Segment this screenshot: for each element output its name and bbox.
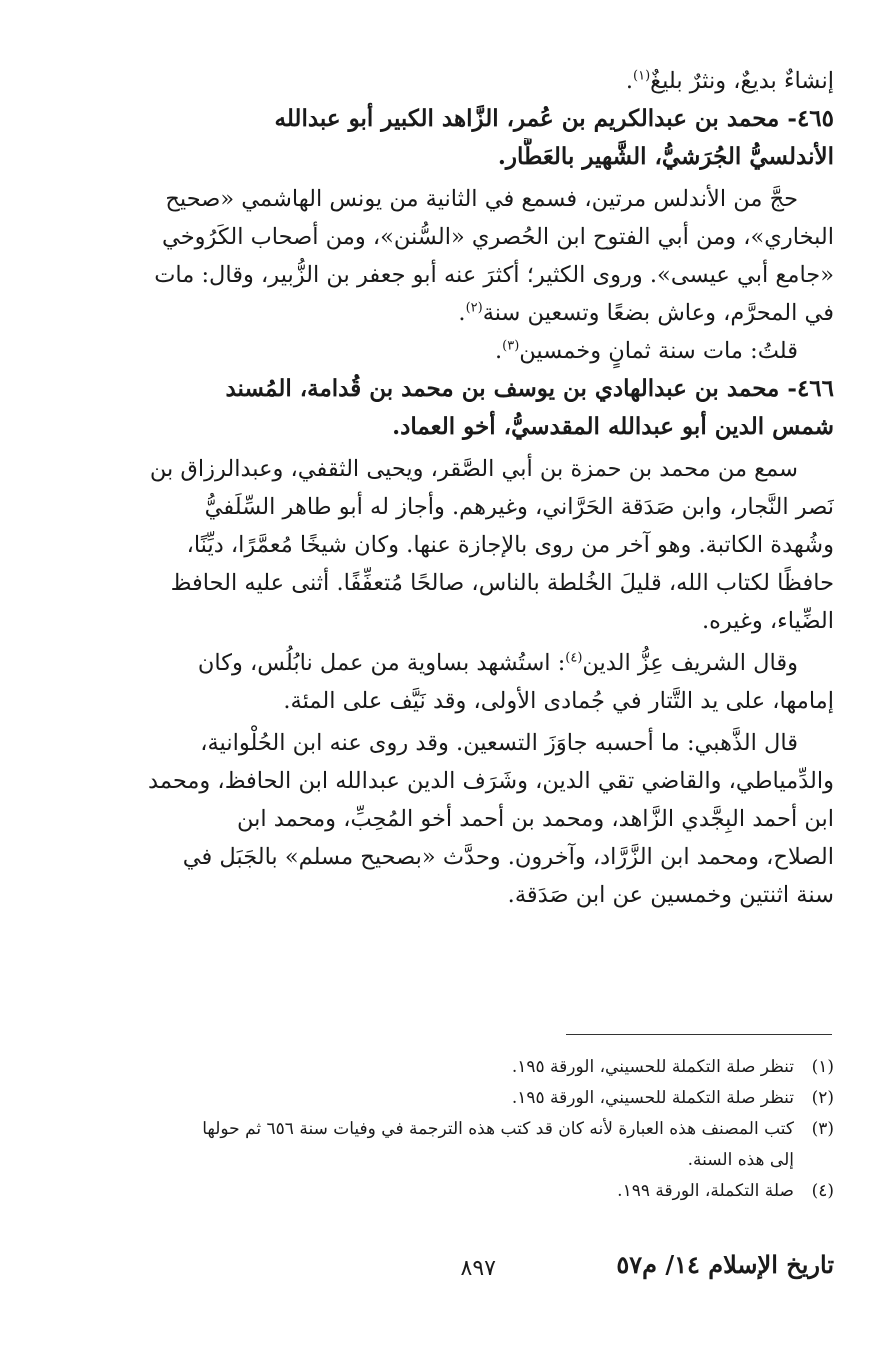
- main-text: [40, 62, 834, 914]
- text-line: سمع من محمد بن حمزة بن أبي الصَّقر، ويحيى الثقفي، وعبدالرزاق بن: [149, 456, 798, 482]
- footnote-ref[interactable]: (٣): [502, 338, 520, 354]
- text-line: ابن أحمد البِجَّدي الزَّاهد، ومحمد بن أحمد أخو المُحِبِّ، ومحمد ابن: [237, 806, 834, 832]
- footnotes: [40, 1052, 834, 1207]
- text-line: في المحرَّم، وعاش بضعًا وتسعين سنة$^{(٢)}$.: [458, 300, 834, 326]
- page-footer: [40, 1250, 834, 1290]
- text-line: حجَّ من الأندلس مرتين، فسمع في الثانية من يونس الهاشمي «صحيح: [165, 186, 798, 212]
- page-number: ٨٩٧: [460, 1256, 496, 1281]
- text-line: حافظًا لكتاب الله، قليلَ الخُلطة بالناس، صالحًا مُتعفِّفًا. أثنى عليه الحافظ: [170, 570, 834, 596]
- text-line: سنة اثنتين وخمسين عن ابن صَدَقة.: [507, 882, 834, 908]
- text-line: نَصر النَّجار، وابن صَدَقة الحَرَّاني، وغيرهم. وأجاز له أبو طاهر السِّلَفيُّ: [204, 494, 834, 520]
- footnote-ref[interactable]: (٢): [465, 300, 483, 316]
- footnote-number: (١): [811, 1057, 834, 1077]
- entry-heading: ٤٦٥- محمد بن عبدالكريم بن عُمر، الزَّاهد الكبير أبو عبدالله: [274, 105, 834, 132]
- footnote-number: (٢): [811, 1088, 834, 1108]
- footnote-divider: [566, 1034, 832, 1035]
- text-line: إمامها، على يد التَّتار في جُمادى الأولى، وقد نَيَّف على المئة.: [283, 688, 834, 714]
- text-line: وشُهدة الكاتبة. وهو آخر من روى بالإجازة عنها. وكان شيخًا مُعمَّرًا، ديِّنًا،: [186, 532, 834, 558]
- running-head: تاريخ الإسلام ١٤/ م٥٧: [616, 1250, 834, 1279]
- text-line: الضِّياء، وغيره.: [701, 608, 834, 634]
- footnote: (٤)صلة التكملة، الورقة ١٩٩.: [40, 1176, 834, 1207]
- entry-heading: شمس الدين أبو عبدالله المقدسيُّ، أخو العماد.: [392, 413, 834, 440]
- footnote-ref[interactable]: (١): [633, 68, 651, 84]
- entry-heading: الأندلسيُّ الجُرَشيُّ، الشَّهير بالعَطَّار.: [497, 143, 834, 170]
- text-line: وقال الشريف عِزُّ الدين$^{(٤)}$: استُشهد بساوية من عمل نابُلُس، وكان: [197, 650, 798, 676]
- text-line: قال الذَّهبي: ما أحسبه جاوَزَ التسعين. وقد روى عنه ابن الحُلْوانية،: [200, 730, 798, 756]
- footnote: (١)تنظر صلة التكملة للحسيني، الورقة ١٩٥.: [40, 1052, 834, 1083]
- footnote-number: (٣): [811, 1119, 834, 1139]
- footnote-number: (٤): [811, 1181, 834, 1201]
- footnote-ref[interactable]: (٤): [565, 650, 583, 666]
- text-line: «جامع أبي عيسى». وروى الكثير؛ أكثرَ عنه أبو جعفر بن الزُّبير، وقال: مات: [154, 262, 834, 288]
- text-line: قلتُ: مات سنة ثمانٍ وخمسين$^{(٣)}$.: [495, 338, 798, 364]
- text-line: البخاري»، ومن أبي الفتوح ابن الحُصري «السُّنن»، ومن أصحاب الكَرُوخي: [161, 224, 834, 250]
- text-line: والدِّمياطي، والقاضي تقي الدين، وشَرَف الدين عبدالله ابن الحافظ، ومحمد: [148, 768, 834, 794]
- text-line: إنشاءٌ بديعٌ، ونثرٌ بليغٌ$^{(١)}$.: [625, 68, 834, 94]
- footnote: (٣)كتب المصنف هذه العبارة لأنه كان قد كتب هذه الترجمة في وفيات سنة ٦٥٦ ثم حولها: [40, 1114, 834, 1145]
- footnote: (٢)تنظر صلة التكملة للحسيني، الورقة ١٩٥.: [40, 1083, 834, 1114]
- entry-heading: ٤٦٦- محمد بن عبدالهادي بن يوسف بن محمد بن قُدامة، المُسند: [225, 375, 834, 402]
- footnote-continuation: إلى هذه السنة.: [687, 1150, 794, 1170]
- text-line: الصلاح، ومحمد ابن الزَّرَّاد، وآخرون. وحدَّث «بصحيح مسلم» بالجَبَل في: [182, 844, 834, 870]
